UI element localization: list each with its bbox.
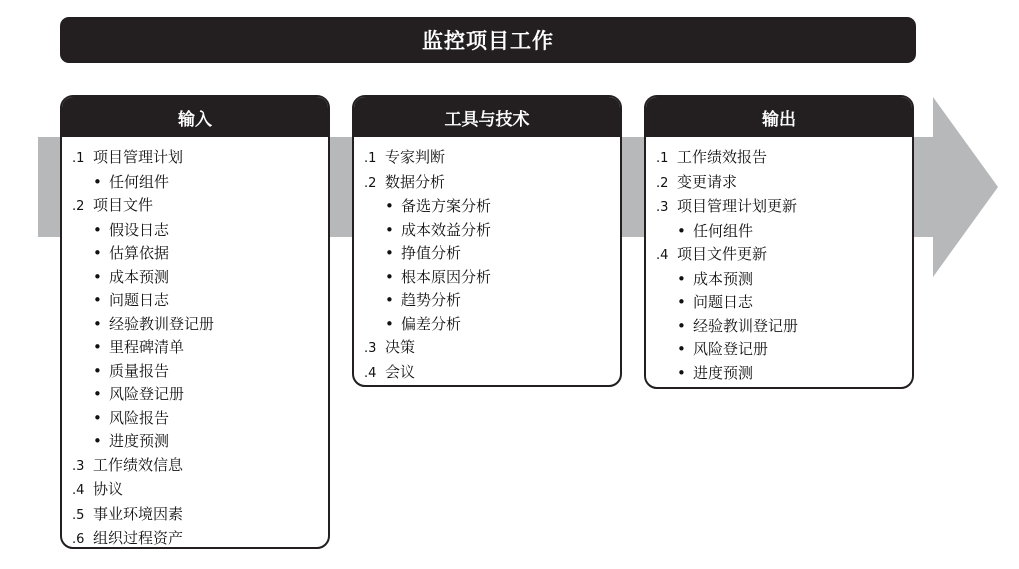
item-label: 项目管理计划更新: [677, 197, 798, 215]
sub-list-item: [656, 362, 912, 386]
bullet-icon: •: [385, 220, 394, 239]
sub-item-label: 假设日志: [109, 220, 170, 239]
bullet-icon: •: [93, 408, 102, 427]
inputs-panel-header-text: 输入: [178, 109, 212, 130]
sub-item-label: 风险登记册: [693, 340, 769, 358]
sub-item-label: 风险登记册: [109, 385, 185, 403]
sub-item-label: 质量报告: [109, 361, 170, 380]
item-number: .4: [72, 483, 85, 498]
sub-item-label: 备选方案分析: [401, 197, 492, 215]
sub-list-item: [364, 289, 620, 313]
list-item: [364, 146, 620, 171]
item-number: .4: [656, 248, 669, 263]
list-item: [72, 503, 328, 528]
item-label: 工作绩效报告: [677, 148, 768, 166]
list-item: [364, 361, 620, 386]
list-item: [656, 195, 912, 220]
item-number: .3: [72, 458, 85, 474]
sub-list-item: [72, 360, 328, 384]
sub-list-item: [72, 407, 328, 431]
item-label: 事业环境因素: [93, 504, 184, 523]
tools-panel-body: [354, 137, 620, 387]
list-item: [72, 527, 328, 549]
sub-item-label: 经验教训登记册: [693, 316, 799, 335]
sub-item-label: 里程碑清单: [109, 338, 185, 356]
sub-item-label: 成本效益分析: [401, 220, 492, 239]
sub-list-item: [656, 268, 912, 292]
bullet-icon: •: [93, 220, 102, 239]
item-number: .2: [364, 175, 377, 191]
inputs-panel: [60, 95, 330, 549]
item-number: .4: [364, 365, 377, 381]
list-item: [72, 478, 328, 503]
sub-list-item: [364, 242, 620, 266]
sub-item-label: 偏差分析: [401, 314, 462, 333]
bullet-icon: •: [385, 197, 394, 215]
outputs-panel-header: [646, 97, 912, 137]
list-item: [72, 146, 328, 171]
sub-list-item: [364, 266, 620, 290]
item-label: 决策: [385, 338, 416, 356]
sub-list-item: [656, 291, 912, 315]
sub-item-label: 经验教训登记册: [109, 314, 215, 333]
item-label: 数据分析: [385, 172, 446, 191]
list-item: [656, 171, 912, 196]
sub-list-item: [656, 220, 912, 244]
item-number: .5: [72, 507, 85, 523]
sub-list-item: [656, 315, 912, 339]
sub-item-label: 进度预测: [109, 432, 170, 450]
tools-panel: [352, 95, 622, 387]
outputs-panel-header-text: 输出: [762, 109, 796, 130]
sub-list-item: [72, 242, 328, 266]
list-item: [72, 454, 328, 479]
sub-list-item: [72, 171, 328, 195]
item-label: 协议: [93, 480, 124, 498]
bullet-icon: •: [677, 293, 686, 311]
bullet-icon: •: [93, 314, 102, 333]
sub-list-item: [72, 383, 328, 407]
bullet-icon: •: [677, 269, 686, 288]
sub-list-item: [72, 289, 328, 313]
bullet-icon: •: [93, 244, 102, 262]
sub-list-item: [72, 313, 328, 337]
bullet-icon: •: [93, 291, 102, 309]
sub-item-label: 根本原因分析: [401, 267, 492, 286]
page-title-text: 监控项目工作: [422, 29, 554, 53]
bullet-icon: •: [93, 338, 102, 356]
sub-list-item: [364, 195, 620, 219]
bullet-icon: •: [93, 267, 102, 286]
bullet-icon: •: [93, 432, 102, 450]
sub-list-item: [72, 219, 328, 243]
item-label: 会议: [385, 362, 416, 381]
outputs-panel: [644, 95, 914, 389]
item-number: .3: [364, 341, 377, 356]
bullet-icon: •: [677, 363, 686, 382]
list-item: [72, 194, 328, 219]
item-label: 工作绩效信息: [93, 455, 184, 474]
sub-list-item: [72, 266, 328, 290]
sub-item-label: 任何组件: [109, 172, 170, 191]
bullet-icon: •: [385, 244, 394, 262]
inputs-panel-body: [62, 137, 328, 549]
sub-item-label: 成本预测: [693, 269, 754, 288]
bullet-icon: •: [385, 291, 394, 309]
sub-item-label: 任何组件: [693, 221, 754, 240]
tools-panel-header: [354, 97, 620, 137]
sub-list-item: [364, 313, 620, 337]
sub-list-item: [364, 219, 620, 243]
sub-item-label: 问题日志: [109, 291, 170, 309]
item-number: .2: [656, 175, 669, 191]
item-number: .2: [72, 199, 85, 214]
item-label: 项目文件更新: [677, 245, 768, 263]
item-label: 专家判断: [385, 148, 446, 166]
sub-item-label: 问题日志: [693, 293, 754, 311]
bullet-icon: •: [93, 361, 102, 380]
bullet-icon: •: [677, 316, 686, 335]
page-title: [60, 17, 916, 63]
bullet-icon: •: [385, 267, 394, 286]
inputs-panel-header: [62, 97, 328, 137]
bullet-icon: •: [93, 172, 102, 191]
outputs-panel-body: [646, 137, 912, 389]
item-number: .1: [364, 151, 377, 166]
item-number: .1: [656, 151, 669, 166]
list-item: [656, 146, 912, 171]
item-number: .1: [72, 151, 85, 166]
bullet-icon: •: [677, 221, 686, 240]
item-label: 项目管理计划: [93, 148, 184, 166]
bullet-icon: •: [677, 340, 686, 358]
sub-item-label: 进度预测: [693, 363, 754, 382]
sub-list-item: [72, 336, 328, 360]
sub-list-item: [72, 430, 328, 454]
sub-item-label: 趋势分析: [401, 291, 462, 309]
item-number: .6: [72, 532, 85, 547]
tools-panel-header-text: 工具与技术: [444, 109, 530, 130]
sub-item-label: 成本预测: [109, 267, 170, 286]
bullet-icon: •: [93, 385, 102, 403]
item-label: 组织过程资产: [93, 529, 184, 547]
sub-list-item: [656, 338, 912, 362]
list-item: [656, 243, 912, 268]
sub-item-label: 挣值分析: [401, 244, 462, 262]
bullet-icon: •: [385, 314, 394, 333]
item-label: 项目文件: [93, 196, 154, 214]
sub-item-label: 风险报告: [109, 408, 170, 427]
item-label: 变更请求: [677, 172, 738, 191]
item-number: .3: [656, 200, 669, 215]
sub-item-label: 估算依据: [109, 244, 170, 262]
list-item: [364, 171, 620, 196]
list-item: [364, 336, 620, 361]
